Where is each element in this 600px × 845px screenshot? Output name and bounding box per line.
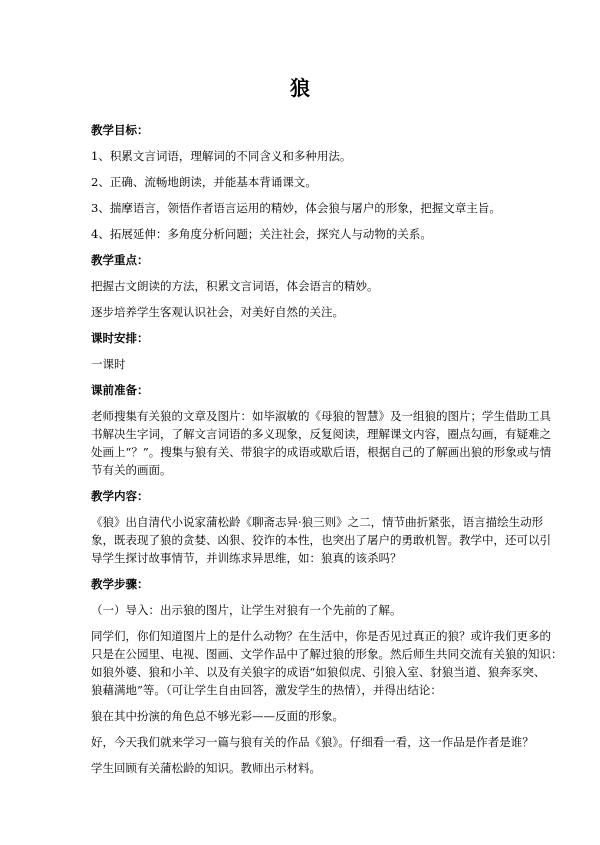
paragraph-line: 同学们，你们知道图片上的是什么动物？在生活中，你是否见过真正的狼？或许我们更多的 (91, 629, 551, 643)
section-heading: 教学重点： (91, 253, 149, 267)
document-title: 狼 (290, 76, 310, 100)
section-heading: 教学内容： (91, 489, 149, 503)
paragraph-line: 象，既表现了狼的贪婪、凶狠、狡诈的本性，也突出了屠户的勇敢机智。教学中，还可以引 (91, 533, 551, 547)
paragraph: 学生回顾有关蒲松龄的知识。教师出示材料。 (91, 761, 321, 775)
paragraph: 2、正确、流畅地朗读，并能基本背诵课文。 (91, 175, 317, 189)
paragraph: 把握古文朗读的方法，积累文言词语，体会语言的精妙。 (91, 279, 379, 293)
paragraph: 狼在其中扮演的角色总不够光彩——反面的形象。 (91, 709, 344, 723)
paragraph-line: 老师搜集有关狼的文章及图片：如毕淑敏的《母狼的智慧》及一组狼的图片；学生借助工具 (91, 409, 551, 423)
paragraph: 4、拓展延伸：多角度分析问题；关注社会，探究人与动物的关系。 (91, 227, 432, 241)
paragraph-line: 节有关的画面。 (91, 463, 172, 477)
document-body (91, 121, 563, 777)
paragraph-line: 《狼》出自清代小说家蒲松龄《聊斋志异·狼三则》之二，情节曲折紧张，语言描绘生动形 (91, 515, 544, 529)
paragraph (91, 407, 552, 479)
paragraph (91, 513, 551, 567)
paragraph: 1、积累文言词语，理解词的不同含义和多种用法。 (91, 149, 352, 163)
section-heading: 教学目标： (91, 123, 149, 137)
paragraph (91, 627, 563, 699)
section-heading: 教学步骤： (91, 577, 149, 591)
paragraph: 一课时 (91, 357, 126, 371)
paragraph-line: 狼藉满地”等。（可让学生自由回答，激发学生的热情），并得出结论： (91, 683, 442, 697)
paragraph-line: 书解决生字词，了解文言词语的多义现象，反复阅读，理解课文内容，圈点勾画，有疑难之 (91, 427, 551, 441)
paragraph: 好，今天我们就来学习一篇与狼有关的作品《狼》。仔细看一看，这一作品是作者是谁？ (91, 735, 534, 749)
paragraph-line: 如狼外婆、狼和小羊、以及有关狼字的成语“如狼似虎、引狼入室、豺狼当道、狼奔豕突、 (91, 665, 546, 679)
section-heading: 课前准备： (91, 383, 149, 397)
paragraph-line: 处画上“？”。搜集与狼有关、带狼字的成语或歇后语，根据自己的了解画出狼的形象或与情 (91, 445, 552, 459)
paragraph-line: 导学生探讨故事情节，并训练求异思维，如：狼真的该杀吗？ (91, 551, 402, 565)
paragraph: 3、揣摩语言，领悟作者语言运用的精妙，体会狼与屠户的形象，把握文章主旨。 (91, 201, 501, 215)
paragraph: 逐步培养学生客观认识社会，对美好自然的关注。 (91, 305, 344, 319)
paragraph-line: 只是在公园里、电视、图画、文学作品中了解过狼的形象。然后师生共同交流有关狼的知识： (91, 647, 563, 661)
section-heading: 课时安排： (91, 331, 149, 345)
paragraph: （一）导入：出示狼的图片，让学生对狼有一个先前的了解。 (91, 603, 402, 617)
